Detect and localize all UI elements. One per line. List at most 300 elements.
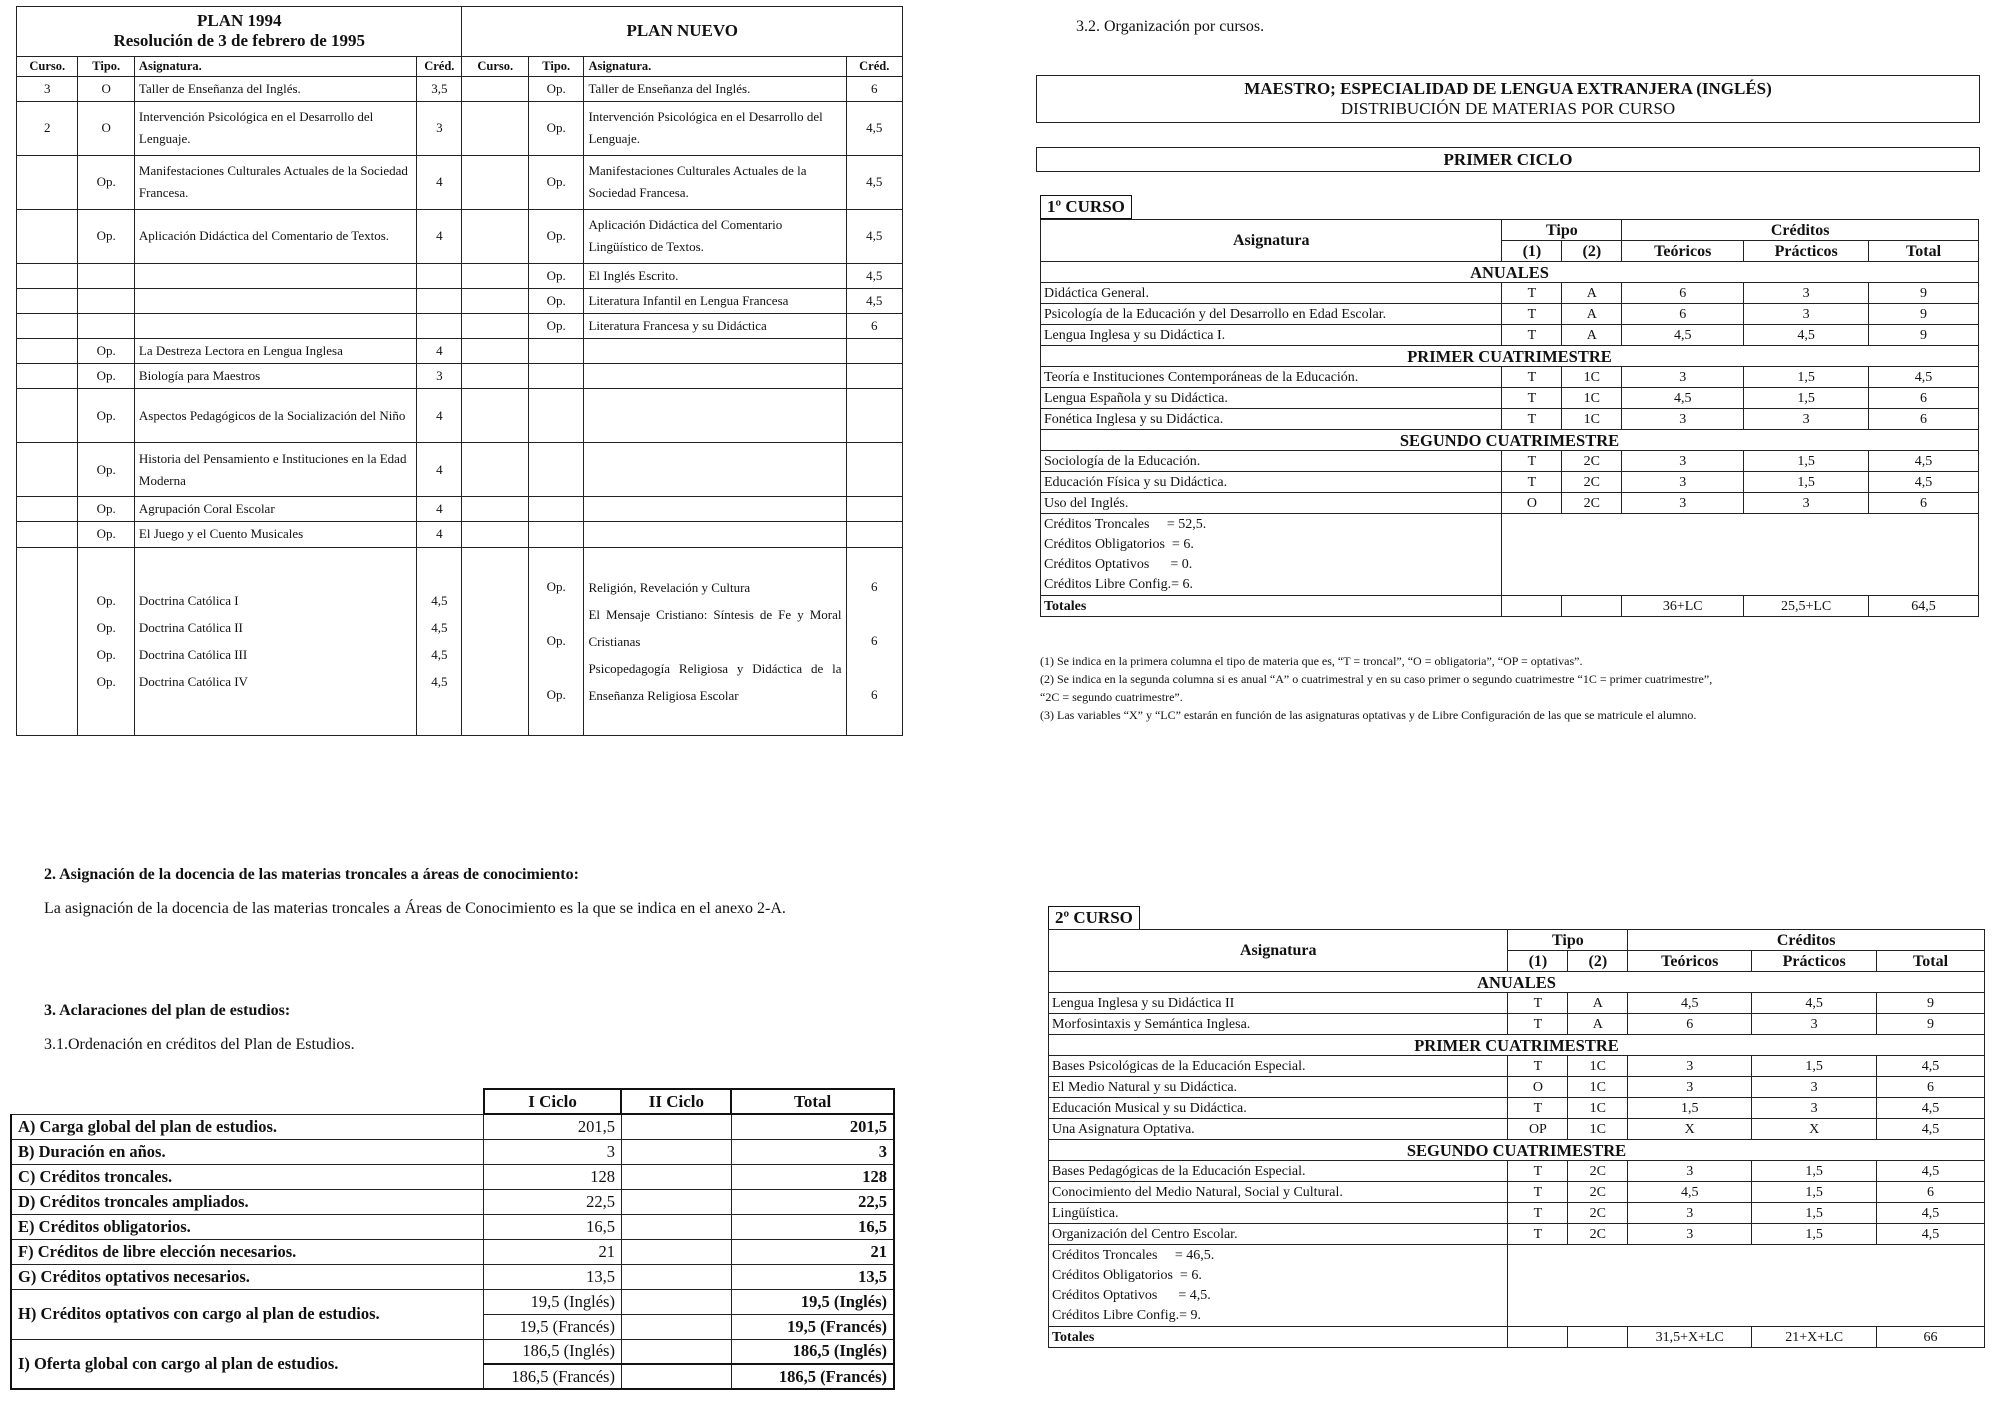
section-2-text: La asignación de la docencia de las materias troncales a Áreas de Conocimiento es la que se indica en el anexo 2-A. bbox=[44, 900, 786, 917]
new-subject bbox=[584, 364, 846, 389]
new-credits: 6 bbox=[846, 314, 903, 339]
old-credits: 3 bbox=[417, 101, 462, 155]
credits-row bbox=[11, 1164, 894, 1189]
band-row bbox=[1041, 346, 1979, 367]
subject-practice: 4,5 bbox=[1752, 993, 1877, 1014]
footnote-line: (1) Se indica en la primera columna el tipo de materia que es, “T = troncal”, “O = obligatoria”, “OP = optativas”. bbox=[1040, 654, 1583, 668]
subject-type: OP bbox=[1508, 1119, 1568, 1140]
old-course bbox=[17, 389, 78, 443]
subject-type: T bbox=[1502, 325, 1562, 346]
section-3-heading: 3. Aclaraciones del plan de estudios: bbox=[44, 1002, 291, 1019]
credits-i-ciclo: 3 bbox=[484, 1139, 622, 1164]
course-1-label: 1º CURSO bbox=[1040, 195, 1132, 219]
subject-type: T bbox=[1508, 1098, 1568, 1119]
old-credits: 4 bbox=[417, 209, 462, 263]
old-course bbox=[17, 522, 78, 547]
summary-line: Créditos Libre Config.= 6. bbox=[1044, 577, 1194, 592]
new-subject bbox=[584, 389, 846, 443]
credits-i-ciclo: 186,5 (Francés) bbox=[484, 1364, 622, 1389]
subject-name: Una Asignatura Optativa. bbox=[1049, 1119, 1508, 1140]
subject-total: 4,5 bbox=[1877, 1119, 1985, 1140]
credits-table bbox=[10, 1088, 895, 1390]
old-course bbox=[17, 209, 78, 263]
summary-line: Créditos Optativos = 0. bbox=[1044, 557, 1193, 572]
subject-name: Didáctica General. bbox=[1041, 283, 1502, 304]
old-course bbox=[17, 497, 78, 522]
subject-theory: 3 bbox=[1622, 367, 1744, 388]
totals-total: 64,5 bbox=[1869, 596, 1979, 617]
subject-theory: 3 bbox=[1628, 1224, 1752, 1245]
subject-total: 9 bbox=[1869, 325, 1979, 346]
old-type bbox=[78, 263, 134, 288]
subject-name: Conocimiento del Medio Natural, Social y Cultural. bbox=[1049, 1182, 1508, 1203]
religion-new-subject: El Mensaje Cristiano: Síntesis de Fe y Moral Cristianas bbox=[588, 606, 842, 649]
religion-new-type-cell bbox=[529, 547, 584, 735]
religion-new-course bbox=[462, 547, 529, 735]
subject-period: 2C bbox=[1562, 472, 1622, 493]
old-course bbox=[17, 263, 78, 288]
credits-label: I) Oferta global con cargo al plan de estudios. bbox=[11, 1339, 484, 1389]
subject-type: T bbox=[1508, 1224, 1568, 1245]
subject-theory: 6 bbox=[1628, 1014, 1752, 1035]
subject-period: A bbox=[1562, 283, 1622, 304]
totals-practice: 25,5+LC bbox=[1744, 596, 1869, 617]
subject-practice: 1,5 bbox=[1752, 1056, 1877, 1077]
credits-total: 19,5 (Inglés) bbox=[731, 1289, 894, 1314]
old-credits: 4 bbox=[417, 497, 462, 522]
plan-1994-subtitle: Resolución de 3 de febrero de 1995 bbox=[113, 31, 365, 51]
subject-row bbox=[1049, 1182, 1985, 1203]
course-header-row bbox=[1049, 930, 1985, 951]
subject-period: 1C bbox=[1568, 1119, 1628, 1140]
summary-line: Créditos Optativos = 4,5. bbox=[1052, 1288, 1211, 1303]
plan-nuevo-title: PLAN NUEVO bbox=[462, 7, 903, 57]
new-credits: 6 bbox=[846, 76, 903, 101]
credits-i-ciclo: 16,5 bbox=[484, 1214, 622, 1239]
old-type: Op. bbox=[78, 364, 134, 389]
subject-type: T bbox=[1508, 1014, 1568, 1035]
specialty-title: MAESTRO; ESPECIALIDAD DE LENGUA EXTRANJERA (INGLÉS) bbox=[1244, 79, 1772, 98]
plan-row bbox=[17, 497, 903, 522]
plan-col-header: Curso. bbox=[17, 56, 78, 76]
new-course bbox=[462, 443, 529, 497]
credits-i-ciclo: 19,5 (Francés) bbox=[484, 1314, 622, 1339]
subject-theory: 3 bbox=[1622, 409, 1744, 430]
subject-theory: X bbox=[1628, 1119, 1752, 1140]
credits-ii-ciclo bbox=[621, 1289, 731, 1314]
credits-row bbox=[11, 1214, 894, 1239]
subject-practice: 3 bbox=[1752, 1077, 1877, 1098]
subject-practice: 1,5 bbox=[1752, 1161, 1877, 1182]
totals-empty bbox=[1562, 596, 1622, 617]
new-credits: 4,5 bbox=[846, 155, 903, 209]
subject-practice: 1,5 bbox=[1744, 451, 1869, 472]
credits-ii-ciclo bbox=[621, 1114, 731, 1139]
totals-row bbox=[1049, 1327, 1985, 1348]
plan-row bbox=[17, 443, 903, 497]
plan-comparison-body bbox=[17, 76, 903, 735]
new-credits bbox=[846, 339, 903, 364]
credits-ii-ciclo bbox=[621, 1364, 731, 1389]
subject-period: A bbox=[1568, 1014, 1628, 1035]
subject-practice: 3 bbox=[1744, 283, 1869, 304]
subject-type: T bbox=[1502, 283, 1562, 304]
old-subject bbox=[134, 263, 416, 288]
header-asignatura: Asignatura bbox=[1049, 930, 1508, 972]
header-total: Total bbox=[1869, 241, 1979, 262]
subject-type: T bbox=[1508, 993, 1568, 1014]
old-type: Op. bbox=[78, 443, 134, 497]
summary-line: Créditos Troncales = 46,5. bbox=[1052, 1248, 1215, 1263]
religion-old-credits-cell bbox=[417, 547, 462, 735]
new-course bbox=[462, 101, 529, 155]
credits-total: 186,5 (Inglés) bbox=[731, 1339, 894, 1364]
subject-total: 9 bbox=[1877, 993, 1985, 1014]
subject-type: O bbox=[1502, 493, 1562, 514]
subject-theory: 6 bbox=[1622, 304, 1744, 325]
subject-practice: 3 bbox=[1744, 409, 1869, 430]
new-type bbox=[529, 389, 584, 443]
summary-empty bbox=[1508, 1245, 1985, 1327]
new-type: Op. bbox=[529, 101, 584, 155]
old-type: Op. bbox=[78, 522, 134, 547]
totals-practice: 21+X+LC bbox=[1752, 1327, 1877, 1348]
band-title: SEGUNDO CUATRIMESTRE bbox=[1049, 1140, 1985, 1161]
old-credits bbox=[417, 288, 462, 313]
new-subject bbox=[584, 497, 846, 522]
subject-practice: 3 bbox=[1744, 493, 1869, 514]
credits-header-ii-ciclo: II Ciclo bbox=[621, 1089, 731, 1114]
subject-row bbox=[1041, 472, 1979, 493]
subject-period: 1C bbox=[1568, 1056, 1628, 1077]
religion-old-type: Op. bbox=[96, 593, 116, 609]
section-3-2-label: 3.2. Organización por cursos. bbox=[1076, 18, 1265, 35]
header-tipo-2: (2) bbox=[1562, 241, 1622, 262]
old-type: Op. bbox=[78, 209, 134, 263]
course-2-table bbox=[1048, 929, 1985, 1348]
old-subject: El Juego y el Cuento Musicales bbox=[134, 522, 416, 547]
totals-empty bbox=[1502, 596, 1562, 617]
plan-row bbox=[17, 101, 903, 155]
subject-name: Sociología de la Educación. bbox=[1041, 451, 1502, 472]
course-1-body bbox=[1041, 220, 1979, 617]
plan-col-header: Asignatura. bbox=[584, 56, 846, 76]
plan-row bbox=[17, 314, 903, 339]
credits-label: D) Créditos troncales ampliados. bbox=[11, 1189, 484, 1214]
new-credits bbox=[846, 497, 903, 522]
specialty-title-box bbox=[1036, 75, 1980, 123]
credits-i-ciclo: 13,5 bbox=[484, 1264, 622, 1289]
subject-type: T bbox=[1502, 409, 1562, 430]
subject-period: 2C bbox=[1568, 1224, 1628, 1245]
credits-row bbox=[11, 1239, 894, 1264]
summary-row bbox=[1049, 1245, 1985, 1327]
totals-theory: 36+LC bbox=[1622, 596, 1744, 617]
new-course bbox=[462, 263, 529, 288]
old-credits: 4 bbox=[417, 389, 462, 443]
old-course: 2 bbox=[17, 101, 78, 155]
subject-theory: 1,5 bbox=[1628, 1098, 1752, 1119]
credits-total: 128 bbox=[731, 1164, 894, 1189]
religion-new-credits-cell bbox=[846, 547, 903, 735]
subject-total: 6 bbox=[1869, 493, 1979, 514]
subject-practice: 3 bbox=[1752, 1014, 1877, 1035]
footnote-line: (3) Las variables “X” y “LC” estarán en función de las asignaturas optativas y de Libre Configuración de las que se matricule el alumno. bbox=[1040, 708, 1697, 722]
religion-new-credits: 6 bbox=[871, 579, 878, 595]
religion-old-course bbox=[17, 547, 78, 735]
subject-row bbox=[1049, 993, 1985, 1014]
subject-row bbox=[1041, 325, 1979, 346]
credits-row bbox=[11, 1289, 894, 1314]
subject-period: 1C bbox=[1568, 1077, 1628, 1098]
totals-empty bbox=[1568, 1327, 1628, 1348]
header-creditos: Créditos bbox=[1622, 220, 1979, 241]
subject-period: 1C bbox=[1562, 409, 1622, 430]
subject-total: 4,5 bbox=[1877, 1161, 1985, 1182]
credits-ii-ciclo bbox=[621, 1239, 731, 1264]
new-credits: 4,5 bbox=[846, 209, 903, 263]
subject-theory: 3 bbox=[1628, 1056, 1752, 1077]
subject-practice: 1,5 bbox=[1744, 388, 1869, 409]
new-subject: Literatura Francesa y su Didáctica bbox=[584, 314, 846, 339]
religion-new-credits: 6 bbox=[871, 687, 878, 703]
totals-empty bbox=[1508, 1327, 1568, 1348]
religion-new-type: Op. bbox=[546, 687, 566, 703]
old-subject: Historia del Pensamiento e Instituciones en la Edad Moderna bbox=[134, 443, 416, 497]
band-title: ANUALES bbox=[1049, 972, 1985, 993]
old-credits: 4 bbox=[417, 522, 462, 547]
old-course bbox=[17, 288, 78, 313]
subject-type: T bbox=[1508, 1182, 1568, 1203]
header-creditos: Créditos bbox=[1628, 930, 1985, 951]
band-row bbox=[1049, 1140, 1985, 1161]
band-title: ANUALES bbox=[1041, 262, 1979, 283]
old-course bbox=[17, 364, 78, 389]
religion-old-subject-cell bbox=[134, 547, 416, 735]
subject-total: 4,5 bbox=[1877, 1056, 1985, 1077]
subject-row bbox=[1041, 493, 1979, 514]
subject-type: O bbox=[1508, 1077, 1568, 1098]
plan-col-header: Tipo. bbox=[529, 56, 584, 76]
old-type bbox=[78, 314, 134, 339]
subject-name: Lengua Inglesa y su Didáctica II bbox=[1049, 993, 1508, 1014]
subject-theory: 3 bbox=[1622, 493, 1744, 514]
subject-total: 4,5 bbox=[1877, 1224, 1985, 1245]
subject-type: T bbox=[1508, 1161, 1568, 1182]
subject-total: 4,5 bbox=[1869, 367, 1979, 388]
subject-name: Psicología de la Educación y del Desarrollo en Edad Escolar. bbox=[1041, 304, 1502, 325]
old-course bbox=[17, 443, 78, 497]
subject-theory: 4,5 bbox=[1622, 325, 1744, 346]
credits-i-ciclo: 201,5 bbox=[484, 1114, 622, 1139]
new-subject bbox=[584, 443, 846, 497]
credits-row bbox=[11, 1339, 894, 1364]
header-asignatura: Asignatura bbox=[1041, 220, 1502, 262]
religion-old-subject: Doctrina Católica II bbox=[138, 620, 243, 636]
subject-theory: 4,5 bbox=[1628, 1182, 1752, 1203]
religion-new-subject: Psicopedagogía Religiosa y Didáctica de la Enseñanza Religiosa Escolar bbox=[588, 660, 842, 703]
subject-period: 2C bbox=[1568, 1161, 1628, 1182]
summary-line: Créditos Obligatorios = 6. bbox=[1044, 537, 1194, 552]
subject-practice: 1,5 bbox=[1752, 1224, 1877, 1245]
old-credits: 4 bbox=[417, 339, 462, 364]
header-practicos: Prácticos bbox=[1752, 951, 1877, 972]
header-tipo: Tipo bbox=[1508, 930, 1628, 951]
new-course bbox=[462, 314, 529, 339]
religion-new-subject: Religión, Revelación y Cultura bbox=[588, 579, 751, 595]
subject-practice: 1,5 bbox=[1744, 472, 1869, 493]
credits-i-ciclo: 128 bbox=[484, 1164, 622, 1189]
subject-period: A bbox=[1568, 993, 1628, 1014]
credits-label: C) Créditos troncales. bbox=[11, 1164, 484, 1189]
subject-name: Bases Pedagógicas de la Educación Especial. bbox=[1049, 1161, 1508, 1182]
credits-label: B) Duración en años. bbox=[11, 1139, 484, 1164]
religion-old-type: Op. bbox=[96, 674, 116, 690]
new-type: Op. bbox=[529, 314, 584, 339]
new-credits bbox=[846, 443, 903, 497]
subject-total: 4,5 bbox=[1877, 1098, 1985, 1119]
subject-period: A bbox=[1562, 304, 1622, 325]
subject-total: 6 bbox=[1877, 1077, 1985, 1098]
religion-old-type: Op. bbox=[96, 620, 116, 636]
header-practicos: Prácticos bbox=[1744, 241, 1869, 262]
credits-total: 13,5 bbox=[731, 1264, 894, 1289]
new-course bbox=[462, 339, 529, 364]
subject-practice: 3 bbox=[1744, 304, 1869, 325]
credits-total: 19,5 (Francés) bbox=[731, 1314, 894, 1339]
plan-row bbox=[17, 364, 903, 389]
credits-ii-ciclo bbox=[621, 1164, 731, 1189]
religion-old-subject: Doctrina Católica III bbox=[138, 647, 248, 663]
credits-body bbox=[11, 1114, 894, 1389]
subject-row bbox=[1049, 1119, 1985, 1140]
subject-name: Teoría e Instituciones Contemporáneas de la Educación. bbox=[1041, 367, 1502, 388]
subject-total: 4,5 bbox=[1869, 472, 1979, 493]
old-type: Op. bbox=[78, 339, 134, 364]
subject-row bbox=[1049, 1014, 1985, 1035]
new-type: Op. bbox=[529, 209, 584, 263]
plan-row bbox=[17, 209, 903, 263]
header-total: Total bbox=[1877, 951, 1985, 972]
new-credits bbox=[846, 522, 903, 547]
subject-name: Lengua Española y su Didáctica. bbox=[1041, 388, 1502, 409]
credits-label: G) Créditos optativos necesarios. bbox=[11, 1264, 484, 1289]
subject-row bbox=[1049, 1203, 1985, 1224]
religion-new-type: Op. bbox=[546, 579, 566, 595]
subject-row bbox=[1041, 367, 1979, 388]
credits-ii-ciclo bbox=[621, 1314, 731, 1339]
totals-theory: 31,5+X+LC bbox=[1628, 1327, 1752, 1348]
cycle-box: PRIMER CICLO bbox=[1036, 147, 1980, 172]
new-credits: 4,5 bbox=[846, 101, 903, 155]
plan-1994-title: PLAN 1994 bbox=[196, 11, 282, 30]
new-credits: 4,5 bbox=[846, 263, 903, 288]
plan-row bbox=[17, 522, 903, 547]
plan-col-header: Curso. bbox=[462, 56, 529, 76]
old-type: Op. bbox=[78, 497, 134, 522]
subject-theory: 4,5 bbox=[1628, 993, 1752, 1014]
new-type bbox=[529, 443, 584, 497]
new-type: Op. bbox=[529, 155, 584, 209]
subject-total: 4,5 bbox=[1877, 1203, 1985, 1224]
band-title: SEGUNDO CUATRIMESTRE bbox=[1041, 430, 1979, 451]
subject-theory: 6 bbox=[1622, 283, 1744, 304]
old-subject: Agrupación Coral Escolar bbox=[134, 497, 416, 522]
new-course bbox=[462, 389, 529, 443]
credits-row bbox=[11, 1189, 894, 1214]
subject-type: T bbox=[1502, 388, 1562, 409]
subject-name: Fonética Inglesa y su Didáctica. bbox=[1041, 409, 1502, 430]
subject-name: Educación Física y su Didáctica. bbox=[1041, 472, 1502, 493]
credits-total: 201,5 bbox=[731, 1114, 894, 1139]
credits-total: 22,5 bbox=[731, 1189, 894, 1214]
old-type: Op. bbox=[78, 155, 134, 209]
subject-total: 9 bbox=[1869, 283, 1979, 304]
header-tipo-2: (2) bbox=[1568, 951, 1628, 972]
new-course bbox=[462, 209, 529, 263]
header-tipo-1: (1) bbox=[1508, 951, 1568, 972]
credits-total: 3 bbox=[731, 1139, 894, 1164]
plan-col-header: Asignatura. bbox=[134, 56, 416, 76]
subject-period: 2C bbox=[1562, 451, 1622, 472]
subject-name: Educación Musical y su Didáctica. bbox=[1049, 1098, 1508, 1119]
subject-period: 1C bbox=[1568, 1098, 1628, 1119]
subject-type: T bbox=[1502, 472, 1562, 493]
new-subject: Literatura Infantil en Lengua Francesa bbox=[584, 288, 846, 313]
old-subject: Biología para Maestros bbox=[134, 364, 416, 389]
new-subject: Intervención Psicológica en el Desarrollo del Lenguaje. bbox=[584, 101, 846, 155]
subject-row bbox=[1049, 1077, 1985, 1098]
religion-old-credits: 4,5 bbox=[431, 647, 448, 663]
new-course bbox=[462, 288, 529, 313]
subject-theory: 4,5 bbox=[1622, 388, 1744, 409]
religion-old-subject: Doctrina Católica I bbox=[138, 593, 239, 609]
credits-ii-ciclo bbox=[621, 1139, 731, 1164]
header-teoricos: Teóricos bbox=[1622, 241, 1744, 262]
religion-old-subject: Doctrina Católica IV bbox=[138, 674, 248, 690]
subject-period: 2C bbox=[1562, 493, 1622, 514]
subject-theory: 3 bbox=[1628, 1161, 1752, 1182]
new-course bbox=[462, 364, 529, 389]
plan-column-headers bbox=[17, 56, 903, 76]
old-course: 3 bbox=[17, 76, 78, 101]
subject-row bbox=[1041, 388, 1979, 409]
band-row bbox=[1041, 430, 1979, 451]
footnote-line: (2) Se indica en la segunda columna si es anual “A” o cuatrimestral y en su caso primer o segundo cuatrimestre “1C = primer cuatrimestre”, bbox=[1040, 672, 1713, 686]
totals-row bbox=[1041, 596, 1979, 617]
subject-total: 9 bbox=[1869, 304, 1979, 325]
old-subject bbox=[134, 288, 416, 313]
band-title: PRIMER CUATRIMESTRE bbox=[1041, 346, 1979, 367]
course-2-body bbox=[1049, 930, 1985, 1348]
old-subject: Aspectos Pedagógicos de la Socialización del Niño bbox=[134, 389, 416, 443]
new-course bbox=[462, 76, 529, 101]
plan-1994-header bbox=[17, 7, 462, 57]
subject-period: 2C bbox=[1568, 1182, 1628, 1203]
new-subject: Manifestaciones Culturales Actuales de la Sociedad Francesa. bbox=[584, 155, 846, 209]
footnotes bbox=[1040, 652, 1985, 724]
band-row bbox=[1049, 972, 1985, 993]
header-tipo: Tipo bbox=[1502, 220, 1622, 241]
header-tipo-1: (1) bbox=[1502, 241, 1562, 262]
credits-ii-ciclo bbox=[621, 1339, 731, 1364]
plan-row bbox=[17, 288, 903, 313]
credits-row bbox=[11, 1264, 894, 1289]
credits-header-total: Total bbox=[731, 1089, 894, 1114]
credits-total: 16,5 bbox=[731, 1214, 894, 1239]
new-type: Op. bbox=[529, 263, 584, 288]
old-course bbox=[17, 155, 78, 209]
